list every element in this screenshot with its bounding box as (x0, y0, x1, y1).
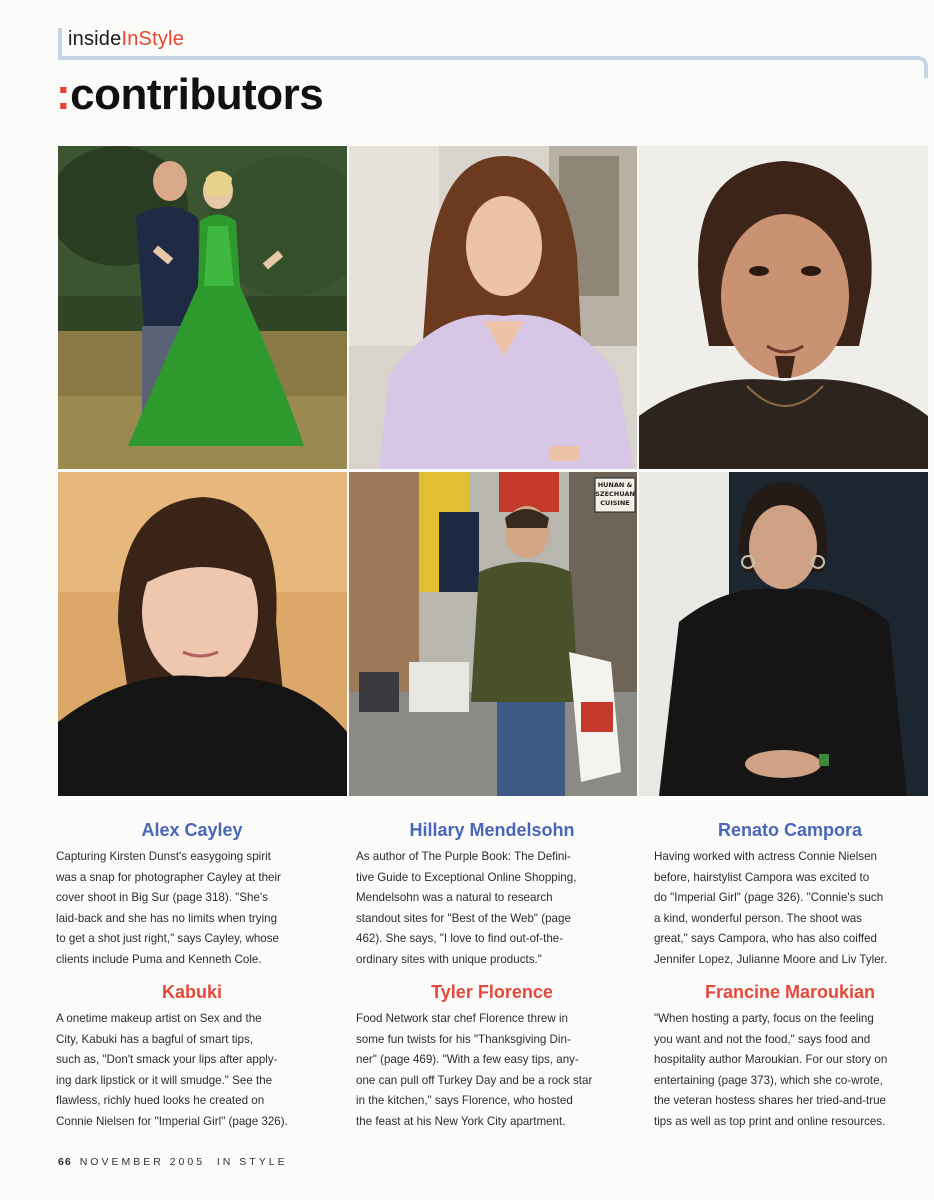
bio-line: the veteran hostess shares her tried-and-true (654, 1094, 886, 1107)
bio-line: you want and not the food," says food and (654, 1032, 871, 1046)
bio-line: laid-back and she has no limits when trying (56, 911, 278, 925)
section-label-brand: InStyle (121, 28, 185, 50)
photo-hillary-mendelsohn (349, 146, 637, 469)
bio-line: tips as well as top print and online resources. (654, 1114, 886, 1128)
bio-line: Connie Nielsen for "Imperial Girl" (page 326). (56, 1114, 288, 1128)
bio-line: "When hosting a party, focus on the feeling (654, 1012, 874, 1025)
page-title (56, 70, 323, 120)
bio-line: Food Network star chef Florence threw in (356, 1012, 568, 1025)
bio-line: Capturing Kirsten Dunst's easygoing spirit (56, 850, 271, 863)
store-sign-line1: HUNAN & (597, 481, 633, 489)
bio-line: hospitality author Maroukian. For our story on (654, 1053, 888, 1066)
bio-line: one can pull off Turkey Day and be a rock star (356, 1073, 593, 1087)
photo-francine-maroukian (639, 472, 928, 796)
section-label (68, 28, 184, 51)
bio-line: entertaining (page 373), which she co-wrote, (654, 1073, 883, 1087)
bio-line: ner" (page 469). "With a few easy tips, any- (356, 1053, 579, 1066)
bio-renato-campora (654, 820, 926, 970)
bio-text (356, 1009, 628, 1132)
bio-line: ordinary sites with unique products." (356, 952, 542, 966)
bio-line: such as, "Don't smack your lips after apply- (56, 1053, 278, 1066)
photo-renato-campora (639, 146, 928, 469)
bio-line: flawless, richly hued looks he created on (56, 1094, 265, 1107)
bio-line: ing dark lipstick or it will smudge." See the (56, 1073, 273, 1087)
bio-line: City, Kabuki has a bagful of smart tips, (56, 1032, 253, 1046)
store-sign-line2: SZECHUAN (595, 490, 635, 498)
store-sign-line3: CUISINE (600, 499, 630, 507)
bio-line: to get a shot just right," says Cayley, whose (56, 932, 279, 945)
bio-line: a kind, wonderful person. The shoot was (654, 911, 862, 925)
contributor-name: Renato Campora (717, 820, 863, 840)
page-folio (58, 1156, 288, 1168)
contributor-name: Alex Cayley (141, 820, 243, 840)
photo-grid (58, 146, 928, 796)
bio-text (356, 847, 628, 970)
bio-text (56, 1009, 328, 1132)
bio-line: in the kitchen," says Florence, who hosted (356, 1094, 573, 1107)
bio-line: Having worked with actress Connie Nielsen (654, 850, 877, 863)
bio-line: Mendelsohn was a natural to research (356, 891, 553, 904)
page-number: 66 (58, 1156, 72, 1168)
bio-line: do "Imperial Girl" (page 326). "Connie's such (654, 891, 884, 904)
bio-text (56, 847, 328, 970)
contributor-name: Tyler Florence (431, 982, 553, 1002)
issue-label: NOVEMBER 2005 IN STYLE (79, 1156, 288, 1168)
bio-line: As author of The Purple Book: The Defini- (356, 850, 571, 863)
bio-alex-cayley (56, 820, 328, 970)
bio-line: before, hairstylist Campora was excited to (654, 870, 870, 884)
contributor-name: Hillary Mendelsohn (409, 820, 575, 840)
bio-line: great," says Campora, who has also coiffed (654, 932, 878, 945)
bio-hillary-mendelsohn (356, 820, 628, 970)
bio-line: was a snap for photographer Cayley at their (56, 870, 281, 884)
bio-tyler-florence (356, 982, 628, 1132)
bio-text (654, 847, 926, 970)
bio-kabuki (56, 982, 328, 1132)
bio-text (654, 1009, 926, 1132)
page-title-colon: : (56, 70, 71, 119)
contributor-name: Kabuki (161, 982, 222, 1002)
photo-kabuki (58, 472, 347, 796)
header-rule (58, 56, 928, 70)
photo-alex-cayley (58, 146, 347, 469)
bio-line: A onetime makeup artist on Sex and the (56, 1012, 262, 1025)
bio-line: clients include Puma and Kenneth Cole. (56, 952, 262, 966)
bio-line: standout sites for "Best of the Web" (page (356, 911, 571, 925)
bio-line: the feast at his New York City apartment. (356, 1114, 566, 1128)
bio-line: 462). She says, "I love to find out-of-the- (356, 932, 564, 945)
section-label-inside: inside (68, 28, 122, 50)
page-title-word: contributors (70, 70, 324, 119)
bio-line: tive Guide to Exceptional Online Shopping, (356, 870, 577, 884)
bio-francine-maroukian (654, 982, 926, 1132)
bio-line: Jennifer Lopez, Julianne Moore and Liv Tyler. (654, 952, 888, 966)
bio-line: cover shoot in Big Sur (page 318). "She's (56, 891, 268, 904)
contributor-name: Francine Maroukian (704, 982, 876, 1002)
bio-line: some fun twists for his "Thanksgiving Din- (356, 1032, 571, 1046)
photo-tyler-florence (349, 472, 637, 796)
